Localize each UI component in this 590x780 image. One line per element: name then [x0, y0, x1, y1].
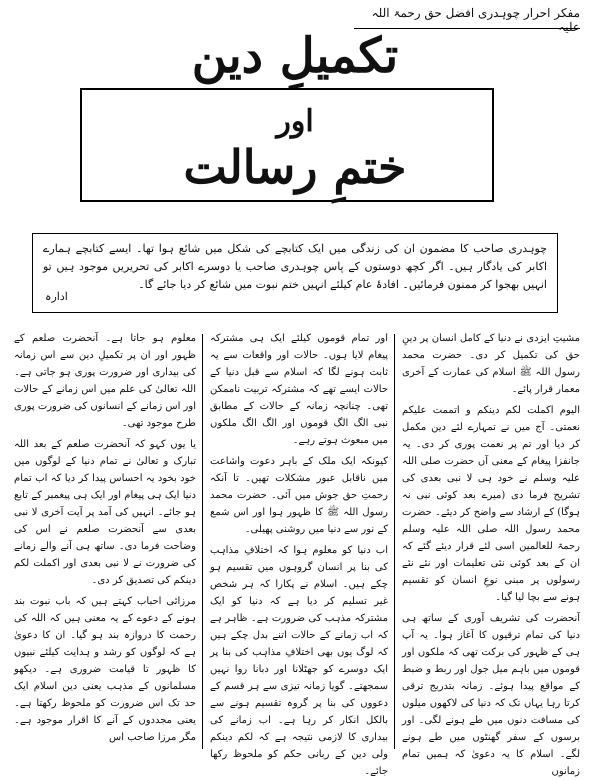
column-paragraph: الیوم اکملت لکم دینکم و اتممت علیکم نعمتی۔ آج میں نے تمہارے لئے دین مکمل کر دیا اور تم پر نعمت پوری کر دی۔ یہ جانفزا پیغام کے معنی آں حضرت صلی اللہ علیہ وسلم نے خود ہی لا نبی بعدی کی تشریح فرما دی (میرے بعد کوئی نبی نہ ہوگا) کے ارشاد سے واضح کر دیئے۔ حضرت محمد رسول اللہ صلی اللہ علیہ وسلم رحمۃ للعالمین اسی لئے قرار دیئے گئے کہ ان کے بعد کوئی نئی تعلیمات اور نئے نئے رسولوں پر مبنی نوعِ انسان کو تقسیم ہونے سے بچا لیا گیا۔ — [402, 405, 580, 603]
article-column-3 — [14, 330, 196, 755]
column-paragraph: اب دنیا کو معلوم ہوا کہ اختلافِ مذاہب کی بنا پر انسان گروہوں میں تقسیم ہو چکے ہیں۔ اسلام نے پکارا کہ ہر شخص غیر تسلیم کر دیا ہے کہ دنیا کو ایک مشترکہ مذہب کی ضرورت ہے۔ ظاہر ہے کہ اب زمانے کے حالات اتنے بدل چکے ہیں کہ لوگ یوں بھی اختلافِ مذاہب کی بنا پر ایک دوسرے کو جھٹلانا اور دبانا روا نہیں سمجھتے۔ گویا زمانہ تیزی سے ہر قسم کے دعووں کی بنا پر گروہ تقسیم ہونے سے بالکل انکار کر رہا ہے۔ اب زمانے کی بیداری کا لازمی نتیجہ ہے کہ لکم دینکم ولی دین کے ربانی حکم کو ملحوظ رکھا جائے۔ — [210, 545, 388, 777]
headline-conjunction: اور — [276, 104, 314, 139]
column-paragraph: اور تمام قوموں کیلئے ایک ہی مشترکہ پیغام لایا ہوں۔ حالات اور واقعات سے یہ ثابت ہونے لگا کہ اسلام سے قبل دنیا کے حالات ایسے تھے کہ مشترکہ تربیت ناممکن تھی۔ چنانچہ زمانہ کے حالات کے مطابق نبی الگ الگ قوموں اور الگ الگ ملکوں میں مبعوث ہوتے رہے۔ — [210, 333, 388, 446]
author-byline: مفکر احرار چوہدری افضل حق رحمۃ اللہ علیہ — [371, 6, 580, 34]
column-paragraph: کیونکہ ایک ملک کے باہر دعوت واشاعت میں ناقابل عبور مشکلات تھیں۔ تا آنکہ رحمتِ حق جوش میں آئی۔ حضرت محمد رسول اللہ ﷺ کا ظہور ہوا اور اس شمع کے نور سے دنیا میں روشنی پھیلی۔ — [210, 456, 388, 535]
column-paragraph: معلوم ہو جاتا ہے۔ آنحضرت صلعم کے ظہور اور ان پر تکمیلِ دین سے اس زمانہ کی بیداری اور ضرورت پوری ہو جاتی ہے۔ اللہ تعالیٰ کی علم میں اس زمانے کے حالات اور اس زمانے کے انسانوں کی ضرورت پوری طرح موجود تھی۔ — [14, 333, 196, 429]
headline-line2: ختمِ رسالت — [183, 140, 407, 194]
article-columns — [14, 330, 580, 777]
editorial-signature: ادارہ — [45, 290, 68, 303]
headline-line1: تکمیلِ دین — [191, 28, 399, 84]
column-paragraph: مرزائی احباب کہتے ہیں کہ باب نبوت بند ہونے کے دعوے کے یہ معنی ہیں کہ اللہ کی رحمت کا دروازہ بند ہو گیا۔ ان کا دعویٰ ہے کہ لوگوں کو رشد و ہدایت کیلئے نبیوں کا ظہور تا قیامت ضروری ہے۔ دیکھو مسلمانوں کے مذہب یعنی دین اسلام ایک حد تک اس ضرورت کو ملحوظ رکھتا ہے۔ یعنی مجددوں کے آنے کا اقرار موجود ہے۔ مگر مرزا صاحب اس — [14, 596, 196, 743]
column-paragraph: یا یوں کہو کہ آنحضرت صلعم کے بعد اللہ تبارک و تعالیٰ نے تمام دنیا کے لوگوں میں خود بخود یہ احساس پیدا کر دیا کہ اب تمام دنیا ایک ہی پیغام اور ایک ہی پیغمبر کے تابع ہو جائے۔ انہیں کی آمد پر آیت آخری لا نبی بعدی سے آنحضرت صلعم نے اس کی وضاحت فرما دی۔ ساتھ ہی آنے والے زمانے کی ضرورت نے لا نبی بعدی اور اکملت لکم دینکم کی تصدیق کر دی۔ — [14, 439, 196, 586]
article-column-2 — [210, 330, 388, 777]
column-divider — [394, 334, 395, 749]
editorial-note-box — [32, 233, 558, 313]
column-paragraph: آنحضرت کی تشریف آوری کے ساتھ ہی دنیا کی تمام ترقیوں کا آغاز ہوا۔ یہ آپ ہی کے ظہور کی برکت تھی کہ ملکوں اور قوموں میں باہم میل جول اور ربط و ضبط کے مواقع پیدا ہوئے۔ زمانہ بتدریج ترقی کرتا رہا یہاں تک کہ دنیا کی لاکھوں میلوں کی مسافت دنوں میں طے ہونے لگی۔ اور برسوں کے سفر گھنٹوں میں طے ہونے لگے۔ اسلام کا یہ دعویٰ کہ ہمیں تمام زمانوں — [402, 613, 580, 777]
column-paragraph: مشیتِ ایزدی نے دنیا کے کامل انسان پر دینِ حق کی تکمیل کر دی۔ حضرت محمد رسول اللہ ﷺ اسلام کی عمارت کے آخری معمار قرار پائے۔ — [402, 333, 580, 395]
column-divider — [202, 334, 203, 749]
editorial-note-text: چوہدری صاحب کا مضمون ان کی زندگی میں ایک کتابچے کی شکل میں شائع ہوا تھا۔ ایسے کتابچے ہمارے اکابر کی یادگار ہیں۔ اگر کچھ دوستوں کے پاس چوہدری صاحب یا دوسرے اکابر کی تحریریں موجود ہیں تو انہیں بھجوا کر ممنون فرمائیں۔ افادۂ عام کیلئے انہیں ختم نبوت میں شائع کر دیا جائے گا۔ — [43, 242, 547, 291]
article-column-1 — [402, 330, 580, 777]
